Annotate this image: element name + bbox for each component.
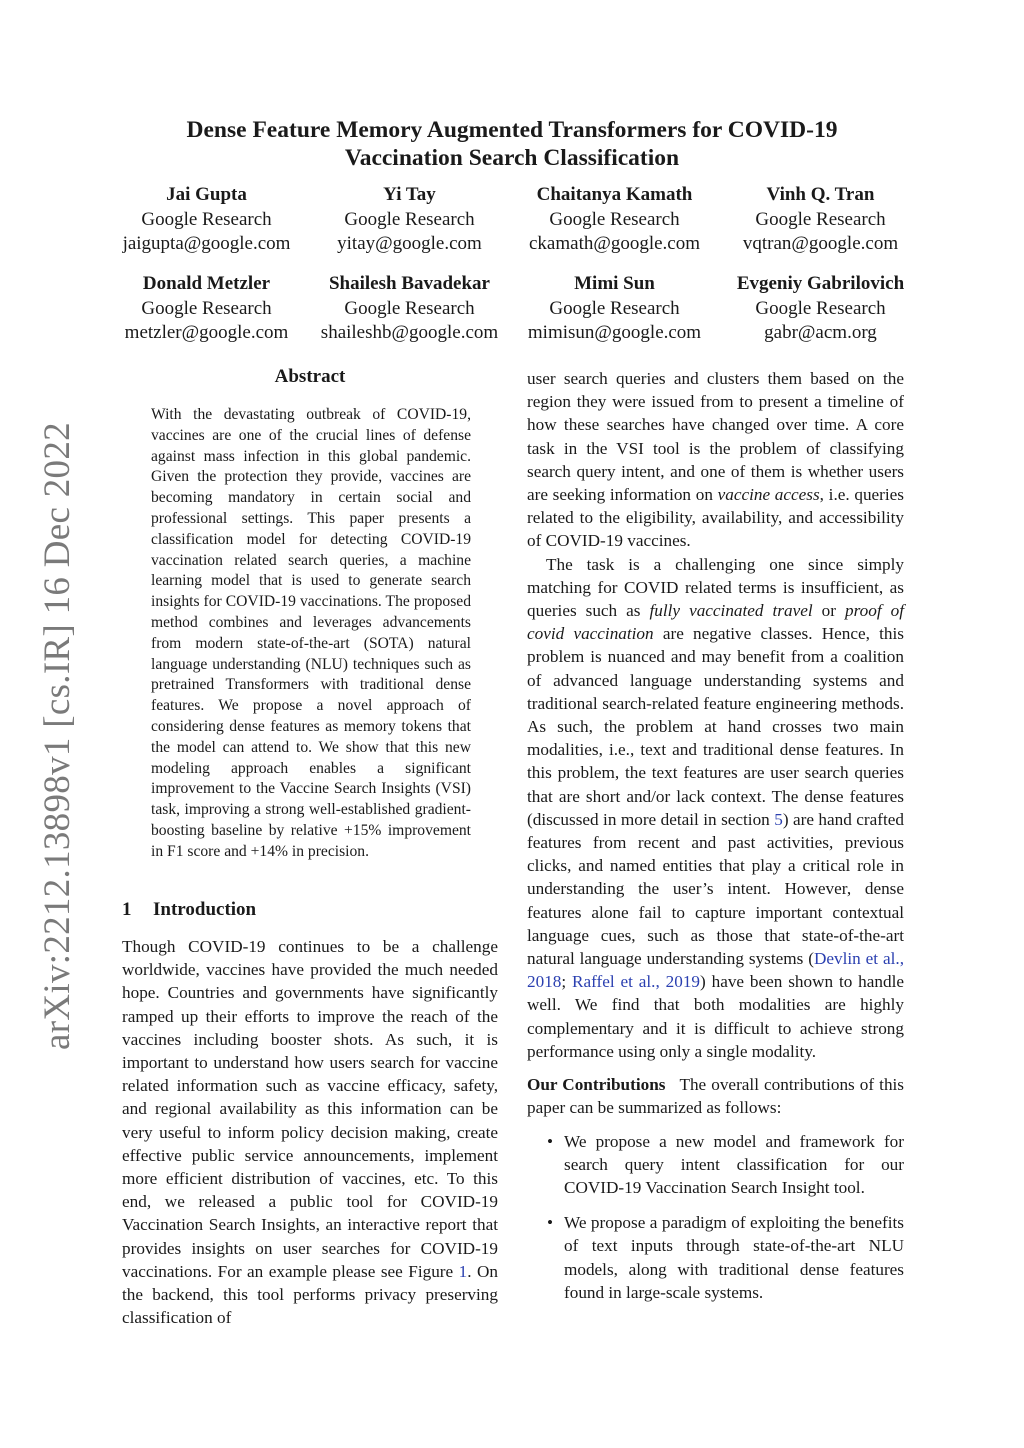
left-column-text [122, 935, 498, 1329]
author-email[interactable]: yitay@google.com [337, 233, 482, 254]
citation-link[interactable]: Devlin et al., 2018 [527, 949, 904, 992]
text-run: ) have been shown to handle well. We find that both modalities are highly complementary and it is difficult to achieve strong performance using only a single modality. [527, 972, 904, 1061]
section-number: 1 [122, 899, 132, 920]
intro-paragraph [122, 935, 498, 1329]
arxiv-identifier[interactable]: arXiv:2212.13898v1 [cs.IR] 16 Dec 2022 [37, 422, 78, 1050]
intro-paragraph-continued [527, 367, 904, 553]
text-run: The task is a challenging one since simply matching for COVID related terms is insufficient, as queries such as [527, 554, 904, 621]
emphasis-text: proof of covid vaccination [527, 601, 904, 644]
contributions-heading: Our Contributions [527, 1075, 666, 1095]
title-line-1: Dense Feature Memory Augmented Transformers for COVID-19 [186, 117, 838, 143]
citation-link[interactable]: Raffel et al., 2019 [572, 972, 701, 992]
list-item [527, 1211, 904, 1304]
abstract-heading: Abstract [274, 366, 346, 387]
author-affiliation: Google Research [344, 297, 475, 319]
text-run: . On the backend, this tool performs privacy preserving classification of [122, 1261, 498, 1328]
author-affiliation: Google Research [141, 297, 272, 319]
list-item-text: We propose a paradigm of exploiting the benefits of text inputs through state-of-the-art NLU models, along with traditional dense features found in large-scale systems. [564, 1213, 904, 1302]
section-heading [122, 899, 256, 921]
section-link[interactable]: 5 [774, 809, 783, 829]
author-block [718, 183, 923, 257]
text-run: Though COVID-19 continues to be a challenge worldwide, vaccines have provided the much needed hope. Countries and governments have significantly ramped up their efforts to improve the reach of the vaccines including booster shots. As such, it is important to understand how users search for vaccine related information such as vaccine efficacy, safety, and regional availability as this information can be very useful to inform policy decision making, create effective public service announcements, implement more efficient distribution of vaccines, etc. To this end, we released a public tool for COVID-19 Vaccination Search Insights, an interactive report that provides insights on user searches for COVID-19 vaccinations. For an example please see Figure [122, 937, 498, 1281]
task-paragraph [527, 553, 904, 1063]
author-email[interactable]: jaigupta@google.com [122, 233, 291, 254]
abstract-body: With the devastating outbreak of COVID-19, vaccines are one of the crucial lines of defense against mass infection in this global pandemic. Given the protection they provide, vaccines are becoming mandatory in certain social and professional settings. This paper presents a classification model for detecting COVID-19 vaccination related search queries, a machine learning model that is used to generate search insights for COVID-19 vaccinations. The proposed method combines and leverages advancements from modern state-of-the-art (SOTA) natural language understanding (NLU) techniques such as pretrained Transformers with traditional dense features. We propose a novel approach of considering dense features as memory tokens that the model can attend to. We show that this new modeling approach enables a significant improvement to the Vaccine Search Insights (VSI) task, improving a strong well-established gradient-boosting baseline by relative +15% improvement in F1 score and +14% in precision. [151, 406, 471, 860]
author-affiliation: Google Research [344, 208, 475, 230]
author-name: Evgeniy Gabrilovich [736, 273, 905, 294]
title-line-2: Vaccination Search Classification [344, 145, 680, 171]
author-name: Chaitanya Kamath [536, 184, 693, 205]
author-email[interactable]: metzler@google.com [124, 322, 289, 343]
author-affiliation: Google Research [549, 297, 680, 319]
author-name: Mimi Sun [574, 273, 655, 294]
author-block [512, 183, 717, 257]
text-run: are negative classes. Hence, this problem is nuanced and may benefit from a coalition of advanced language understanding systems and traditional search-related feature engineering methods. As such, the problem at hand crosses two main modalities, i.e., text and traditional dense features. In this problem, the text features are user search queries that are short and/or lack context. The dense features (discussed in more detail in section [527, 624, 904, 829]
bullet-icon: • [547, 1131, 554, 1151]
author-affiliation: Google Research [755, 208, 886, 230]
author-block [718, 272, 923, 346]
author-block [104, 183, 309, 257]
author-affiliation: Google Research [549, 208, 680, 230]
contributions-list [527, 1130, 904, 1304]
author-block [307, 183, 512, 257]
list-item [527, 1130, 904, 1200]
author-email[interactable]: vqtran@google.com [742, 233, 899, 254]
author-block [512, 272, 717, 346]
author-name: Jai Gupta [166, 184, 247, 205]
list-item-text: We propose a new model and framework for search query intent classification for our COVID-19 Vaccination Search Insight tool. [564, 1131, 904, 1197]
emphasis-text: fully vaccinated travel [649, 601, 813, 621]
text-run: , i.e. queries related to the eligibility, availability, and accessibility of COVID-19 vaccines. [527, 485, 904, 551]
bullet-icon: • [547, 1213, 554, 1233]
author-block [307, 272, 512, 346]
author-email[interactable]: mimisun@google.com [527, 322, 702, 343]
author-name: Vinh Q. Tran [766, 184, 875, 205]
text-run: user search queries and clusters them based on the region they were issued from to present a timeline of how these searches have changed over time. A core task in the VSI tool is the problem of classifying search query intent, and one of them is whether users are seeking information on [527, 369, 904, 505]
author-name: Yi Tay [383, 184, 436, 205]
text-run: ) are hand crafted features from recent and past activities, previous clicks, and named entities that play a critical role in understanding the user’s intent. However, dense features alone fail to capture important contextual language cues, such as those that state-of-the-art natural language understanding systems ( [527, 809, 904, 969]
text-run: or [812, 601, 845, 621]
arxiv-stamp [6, 422, 78, 1060]
contributions-paragraph [527, 1073, 904, 1119]
text-run: The overall contributions of this paper can be summarized as follows: [527, 1075, 905, 1118]
right-column-text [527, 367, 904, 1316]
author-email[interactable]: shaileshb@google.com [320, 322, 499, 343]
author-email[interactable]: gabr@acm.org [764, 322, 877, 343]
author-name: Donald Metzler [142, 273, 271, 294]
author-affiliation: Google Research [755, 297, 886, 319]
section-title: Introduction [153, 899, 257, 920]
emphasis-text: vaccine access [717, 485, 820, 505]
paper-title [112, 116, 912, 172]
text-run: ; [561, 972, 573, 992]
figure-link[interactable]: 1 [458, 1261, 468, 1281]
author-block [104, 272, 309, 346]
author-email[interactable]: ckamath@google.com [528, 233, 701, 254]
author-name: Shailesh Bavadekar [328, 273, 490, 294]
author-affiliation: Google Research [141, 208, 272, 230]
